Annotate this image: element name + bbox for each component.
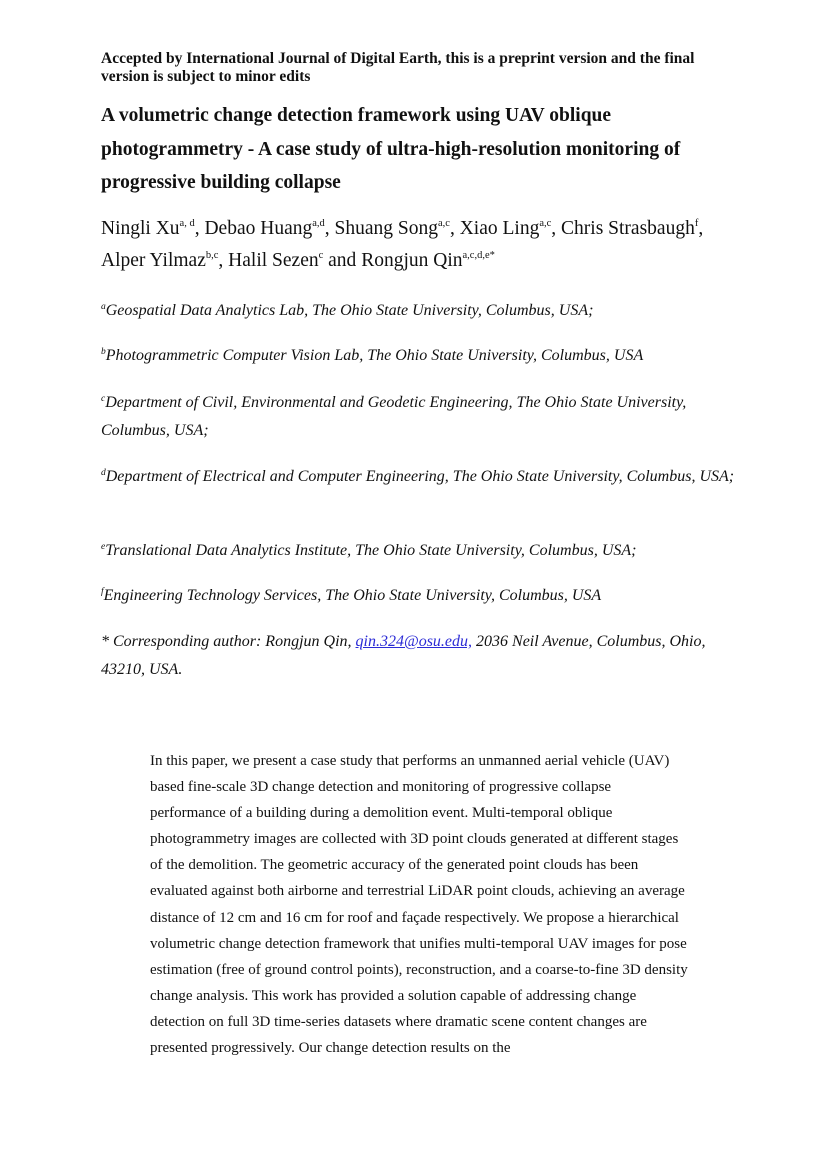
author-sep: , bbox=[324, 218, 335, 239]
author-sep: , bbox=[551, 218, 562, 239]
author-sup: a,c bbox=[438, 218, 450, 229]
author bbox=[228, 250, 361, 271]
affiliation-c: $^c$Department of Civil, Environmental and Geodetic Engineering, The Ohio State University, Columbus, USA; bbox=[101, 394, 687, 439]
author-name: Debao Huang bbox=[204, 218, 313, 239]
author bbox=[101, 250, 228, 271]
author-sep: , bbox=[194, 218, 205, 239]
author-sep: , bbox=[218, 250, 229, 271]
header-note: Accepted by International Journal of Digital Earth, this is a preprint version and the final version is subject to minor edits bbox=[101, 50, 695, 85]
author-name: Rongjun Qin bbox=[361, 250, 463, 271]
author-sup: a, d bbox=[179, 218, 195, 229]
author bbox=[101, 218, 204, 239]
author-sup: f bbox=[694, 218, 699, 229]
abstract-text: In this paper, we present a case study that performs an unmanned aerial vehicle (UAV) based fine-scale 3D change detection and monitoring of progressive collapse performance of a building during a demolition event. Multi-temporal oblique photogrammetry images are collected with 3D point clouds generated at different stages of the demolition. The geometric accuracy of the generated point clouds has been evaluated against both airborne and terrestrial LiDAR point clouds, achieving an average distance of 12 cm and 16 cm for roof and façade respectively. We propose a hierarchical volumetric change detection framework that unifies multi-temporal UAV images for pose estimation (free of ground control points), reconstruction, and a coarse-to-fine 3D density change analysis. This work has provided a solution capable of addressing change detection on full 3D time-series datasets where dramatic scene content changes are presented progressively. Our change detection results on the bbox=[150, 753, 688, 1057]
author bbox=[335, 218, 460, 239]
email-link[interactable]: qin.324@osu.edu, bbox=[355, 633, 473, 650]
author-sup: a,d bbox=[312, 218, 325, 229]
affiliation-a: $^a$Geospatial Data Analytics Lab, The Ohio State University, Columbus, USA; bbox=[101, 302, 594, 319]
author bbox=[204, 218, 334, 239]
author-sup: c bbox=[318, 250, 324, 261]
author bbox=[460, 218, 561, 239]
author-sep: , bbox=[698, 218, 704, 239]
author-name: Shuang Song bbox=[334, 218, 439, 239]
affiliation-f: $^f$Engineering Technology Services, The Ohio State University, Columbus, USA bbox=[101, 587, 602, 604]
author-sup: a,c,d,e* bbox=[462, 250, 495, 261]
author-name: Ningli Xu bbox=[101, 218, 180, 239]
corresponding-author: * Corresponding author: Rongjun Qin, qin.324@osu.edu, 2036 Neil Avenue, Columbus, Ohio, 43210, USA. bbox=[101, 633, 706, 678]
author-sup: a,c bbox=[539, 218, 552, 229]
author-name: Chris Strasbaugh bbox=[561, 218, 695, 239]
author bbox=[361, 250, 495, 271]
affiliation-e: $^e$Translational Data Analytics Institute, The Ohio State University, Columbus, USA; bbox=[101, 542, 637, 559]
affiliation-d: $^d$Department of Electrical and Computer Engineering, The Ohio State University, Columbus, USA; bbox=[101, 468, 735, 485]
author-list bbox=[101, 213, 738, 277]
paper-title: A volumetric change detection framework using UAV oblique photogrammetry - A case study of ultra-high-resolution monitoring of progressive building collapse bbox=[101, 105, 681, 193]
affiliation-b: $^b$Photogrammetric Computer Vision Lab, The Ohio State University, Columbus, USA bbox=[101, 347, 644, 364]
author bbox=[561, 218, 703, 239]
author-sep: , bbox=[449, 218, 460, 239]
author-name: Alper Yilmaz bbox=[101, 250, 206, 271]
author-sup: b,c bbox=[205, 250, 219, 261]
author-sep: and bbox=[323, 250, 362, 271]
author-name: Xiao Ling bbox=[459, 218, 540, 239]
author-name: Halil Sezen bbox=[228, 250, 319, 271]
